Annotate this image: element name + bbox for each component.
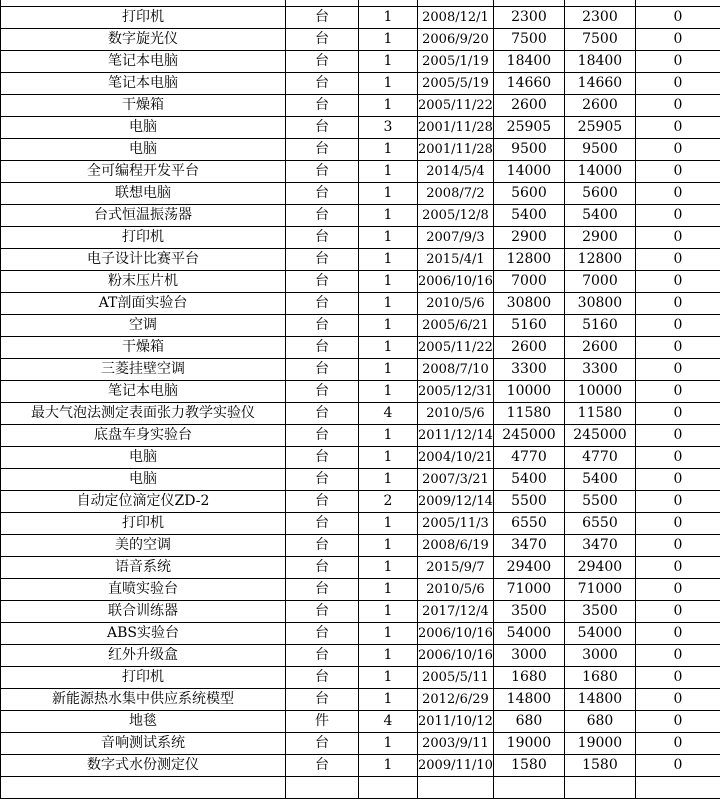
amount-cell[interactable]: 12800 [564, 249, 635, 271]
unit-cell[interactable]: 台 [286, 491, 359, 513]
asset-table-body [1, 0, 720, 799]
unit-price-cell[interactable]: 245000 [493, 425, 564, 447]
date-cell[interactable]: 2008/7/2 [418, 183, 494, 205]
table-row [1, 645, 720, 667]
quantity-cell[interactable]: 1 [359, 381, 418, 403]
unit-price-cell[interactable] [493, 777, 564, 799]
table-row [1, 447, 720, 469]
quantity-cell[interactable]: 1 [359, 535, 418, 557]
item-name-cell[interactable]: 三菱挂壁空调 [1, 359, 286, 381]
unit-cell[interactable]: 台 [286, 755, 359, 777]
quantity-cell[interactable]: 4 [359, 403, 418, 425]
quantity-cell[interactable]: 4 [359, 711, 418, 733]
table-row [1, 73, 720, 95]
quantity-cell[interactable]: 1 [359, 227, 418, 249]
date-cell[interactable]: 2008/7/10 [418, 359, 494, 381]
unit-price-cell[interactable]: 11580 [493, 403, 564, 425]
unit-cell[interactable]: 台 [286, 689, 359, 711]
date-cell[interactable]: 2003/9/11 [418, 733, 494, 755]
date-cell[interactable]: 2011/12/14 [418, 425, 494, 447]
unit-price-cell[interactable]: 30800 [493, 293, 564, 315]
unit-price-cell[interactable]: 1680 [493, 667, 564, 689]
unit-price-cell[interactable]: 5500 [493, 491, 564, 513]
extra-value-cell[interactable]: 0 [635, 711, 720, 733]
amount-cell[interactable] [564, 777, 635, 799]
unit-price-cell[interactable]: 29400 [493, 557, 564, 579]
table-row [1, 183, 720, 205]
unit-cell[interactable]: 台 [286, 205, 359, 227]
amount-cell[interactable]: 5160 [564, 315, 635, 337]
table-row [1, 249, 720, 271]
date-cell[interactable]: 2001/11/28 [418, 117, 494, 139]
extra-value-cell[interactable]: 0 [635, 7, 720, 29]
quantity-cell[interactable]: 1 [359, 249, 418, 271]
unit-cell[interactable]: 台 [286, 447, 359, 469]
amount-cell[interactable]: 1680 [564, 667, 635, 689]
unit-cell[interactable]: 台 [286, 161, 359, 183]
unit-cell[interactable]: 台 [286, 293, 359, 315]
unit-price-cell[interactable]: 12800 [493, 249, 564, 271]
item-name-cell[interactable]: 笔记本电脑 [1, 381, 286, 403]
unit-cell[interactable]: 台 [286, 139, 359, 161]
table-row [1, 623, 720, 645]
quantity-cell[interactable]: 1 [359, 337, 418, 359]
table-row [1, 557, 720, 579]
amount-cell[interactable]: 71000 [564, 579, 635, 601]
quantity-cell[interactable]: 1 [359, 425, 418, 447]
extra-value-cell[interactable]: 0 [635, 403, 720, 425]
quantity-cell[interactable]: 1 [359, 7, 418, 29]
unit-cell[interactable]: 台 [286, 95, 359, 117]
unit-price-cell[interactable]: 14800 [493, 689, 564, 711]
table-row [1, 271, 720, 293]
unit-price-cell[interactable]: 6550 [493, 513, 564, 535]
extra-value-cell[interactable]: 0 [635, 205, 720, 227]
quantity-cell[interactable]: 1 [359, 139, 418, 161]
unit-cell[interactable]: 台 [286, 73, 359, 95]
extra-value-cell[interactable]: 0 [635, 293, 720, 315]
item-name-cell[interactable]: 电子设计比赛平台 [1, 249, 286, 271]
item-name-cell[interactable]: 粉末压片机 [1, 271, 286, 293]
item-name-cell[interactable]: 最大气泡法测定表面张力教学实验仪 [1, 403, 286, 425]
unit-price-cell[interactable]: 5600 [493, 183, 564, 205]
quantity-cell[interactable]: 1 [359, 161, 418, 183]
extra-value-cell[interactable]: 0 [635, 623, 720, 645]
extra-value-cell[interactable]: 0 [635, 29, 720, 51]
amount-cell[interactable]: 1580 [564, 755, 635, 777]
date-cell[interactable]: 2004/10/21 [418, 447, 494, 469]
table-row [1, 535, 720, 557]
date-cell[interactable]: 2001/11/28 [418, 139, 494, 161]
unit-price-cell[interactable]: 71000 [493, 579, 564, 601]
quantity-cell[interactable]: 1 [359, 733, 418, 755]
item-name-cell[interactable]: 干燥箱 [1, 95, 286, 117]
unit-cell[interactable]: 台 [286, 425, 359, 447]
amount-cell[interactable]: 14000 [564, 161, 635, 183]
item-name-cell[interactable]: 电脑 [1, 139, 286, 161]
date-cell[interactable]: 2010/5/6 [418, 293, 494, 315]
quantity-cell[interactable]: 1 [359, 95, 418, 117]
table-row [1, 227, 720, 249]
unit-cell[interactable]: 台 [286, 227, 359, 249]
table-row [1, 777, 720, 799]
item-name-cell[interactable]: 美的空调 [1, 535, 286, 557]
date-cell[interactable]: 2006/10/16 [418, 645, 494, 667]
date-cell[interactable]: 2015/9/7 [418, 557, 494, 579]
extra-value-cell[interactable]: 0 [635, 271, 720, 293]
table-row [1, 425, 720, 447]
unit-cell[interactable]: 件 [286, 711, 359, 733]
quantity-cell[interactable]: 1 [359, 601, 418, 623]
item-name-cell[interactable]: 打印机 [1, 227, 286, 249]
extra-value-cell[interactable]: 0 [635, 73, 720, 95]
date-cell[interactable]: 2008/6/19 [418, 535, 494, 557]
extra-value-cell[interactable]: 0 [635, 733, 720, 755]
amount-cell[interactable]: 3500 [564, 601, 635, 623]
amount-cell[interactable]: 5400 [564, 469, 635, 491]
amount-cell[interactable]: 245000 [564, 425, 635, 447]
date-cell[interactable]: 2007/3/21 [418, 469, 494, 491]
table-row [1, 7, 720, 29]
unit-price-cell[interactable]: 3000 [493, 645, 564, 667]
date-cell[interactable]: 2007/9/3 [418, 227, 494, 249]
extra-value-cell[interactable] [635, 777, 720, 799]
amount-cell[interactable]: 7000 [564, 271, 635, 293]
item-name-cell[interactable]: 语音系统 [1, 557, 286, 579]
table-row [1, 381, 720, 403]
date-cell[interactable]: 2005/6/21 [418, 315, 494, 337]
quantity-cell[interactable]: 1 [359, 623, 418, 645]
extra-value-cell[interactable]: 0 [635, 359, 720, 381]
unit-price-cell[interactable]: 10000 [493, 381, 564, 403]
unit-price-cell[interactable]: 18400 [493, 51, 564, 73]
table-row [1, 117, 720, 139]
amount-cell[interactable]: 18400 [564, 51, 635, 73]
unit-price-cell[interactable]: 25905 [493, 117, 564, 139]
date-cell[interactable]: 2008/12/1 [418, 7, 494, 29]
quantity-cell[interactable]: 1 [359, 447, 418, 469]
date-cell[interactable]: 2009/12/14 [418, 491, 494, 513]
item-name-cell[interactable]: 打印机 [1, 7, 286, 29]
extra-value-cell[interactable]: 0 [635, 469, 720, 491]
amount-cell[interactable]: 5500 [564, 491, 635, 513]
table-row [1, 491, 720, 513]
date-cell[interactable]: 2012/6/29 [418, 689, 494, 711]
unit-cell[interactable]: 台 [286, 359, 359, 381]
unit-price-cell[interactable]: 7500 [493, 29, 564, 51]
amount-cell[interactable]: 14660 [564, 73, 635, 95]
quantity-cell[interactable]: 1 [359, 183, 418, 205]
item-name-cell[interactable]: 干燥箱 [1, 337, 286, 359]
item-name-cell[interactable]: 红外升级盒 [1, 645, 286, 667]
extra-value-cell[interactable]: 0 [635, 139, 720, 161]
extra-value-cell[interactable]: 0 [635, 381, 720, 403]
quantity-cell[interactable] [359, 777, 418, 799]
unit-price-cell[interactable]: 680 [493, 711, 564, 733]
date-cell[interactable]: 2017/12/4 [418, 601, 494, 623]
unit-cell[interactable]: 台 [286, 337, 359, 359]
date-cell[interactable]: 2005/12/8 [418, 205, 494, 227]
unit-cell[interactable]: 台 [286, 667, 359, 689]
date-cell[interactable]: 2010/5/6 [418, 403, 494, 425]
quantity-cell[interactable]: 1 [359, 315, 418, 337]
item-name-cell[interactable]: 笔记本电脑 [1, 51, 286, 73]
item-name-cell[interactable]: ABS实验台 [1, 623, 286, 645]
extra-value-cell[interactable]: 0 [635, 645, 720, 667]
item-name-cell[interactable]: 数字旋光仪 [1, 29, 286, 51]
amount-cell[interactable]: 4770 [564, 447, 635, 469]
unit-price-cell[interactable]: 19000 [493, 733, 564, 755]
amount-cell[interactable]: 3000 [564, 645, 635, 667]
unit-price-cell[interactable]: 5400 [493, 469, 564, 491]
extra-value-cell[interactable]: 0 [635, 117, 720, 139]
amount-cell[interactable]: 5600 [564, 183, 635, 205]
unit-price-cell[interactable]: 14660 [493, 73, 564, 95]
unit-price-cell[interactable]: 2600 [493, 337, 564, 359]
unit-cell[interactable]: 台 [286, 183, 359, 205]
unit-price-cell[interactable]: 5400 [493, 205, 564, 227]
date-cell[interactable]: 2014/5/4 [418, 161, 494, 183]
amount-cell[interactable]: 19000 [564, 733, 635, 755]
extra-value-cell[interactable]: 0 [635, 51, 720, 73]
date-cell[interactable]: 2015/4/1 [418, 249, 494, 271]
extra-value-cell[interactable]: 0 [635, 183, 720, 205]
unit-cell[interactable]: 台 [286, 271, 359, 293]
amount-cell[interactable]: 2300 [564, 7, 635, 29]
table-row [1, 689, 720, 711]
unit-cell[interactable]: 台 [286, 623, 359, 645]
quantity-cell[interactable]: 1 [359, 469, 418, 491]
table-row [1, 755, 720, 777]
unit-cell[interactable]: 台 [286, 7, 359, 29]
amount-cell[interactable]: 10000 [564, 381, 635, 403]
quantity-cell[interactable]: 1 [359, 755, 418, 777]
item-name-cell[interactable]: 笔记本电脑 [1, 73, 286, 95]
unit-cell[interactable]: 台 [286, 117, 359, 139]
date-cell[interactable]: 2005/11/22 [418, 337, 494, 359]
quantity-cell[interactable]: 1 [359, 29, 418, 51]
amount-cell[interactable]: 2600 [564, 95, 635, 117]
date-cell[interactable]: 2005/5/11 [418, 667, 494, 689]
date-cell[interactable]: 2006/10/16 [418, 623, 494, 645]
date-cell[interactable]: 2005/12/31 [418, 381, 494, 403]
table-row [1, 359, 720, 381]
unit-cell[interactable]: 台 [286, 249, 359, 271]
quantity-cell[interactable]: 1 [359, 271, 418, 293]
amount-cell[interactable]: 14800 [564, 689, 635, 711]
table-row [1, 579, 720, 601]
table-row [1, 733, 720, 755]
table-row [1, 315, 720, 337]
amount-cell[interactable]: 30800 [564, 293, 635, 315]
extra-value-cell[interactable]: 0 [635, 535, 720, 557]
item-name-cell[interactable]: 直喷实验台 [1, 579, 286, 601]
item-name-cell[interactable]: 地毯 [1, 711, 286, 733]
extra-value-cell[interactable]: 0 [635, 337, 720, 359]
unit-price-cell[interactable]: 5160 [493, 315, 564, 337]
unit-price-cell[interactable]: 3470 [493, 535, 564, 557]
unit-cell[interactable]: 台 [286, 315, 359, 337]
unit-cell[interactable]: 台 [286, 513, 359, 535]
table-row [1, 337, 720, 359]
amount-cell[interactable]: 2900 [564, 227, 635, 249]
quantity-cell[interactable]: 1 [359, 645, 418, 667]
item-name-cell[interactable]: 台式恒温振荡器 [1, 205, 286, 227]
quantity-cell[interactable]: 1 [359, 557, 418, 579]
amount-cell[interactable]: 9500 [564, 139, 635, 161]
item-name-cell[interactable]: AT剖面实验台 [1, 293, 286, 315]
amount-cell[interactable]: 3300 [564, 359, 635, 381]
table-row [1, 51, 720, 73]
quantity-cell[interactable]: 1 [359, 667, 418, 689]
item-name-cell[interactable] [1, 777, 286, 799]
quantity-cell[interactable]: 1 [359, 293, 418, 315]
date-cell[interactable]: 2005/11/3 [418, 513, 494, 535]
date-cell[interactable]: 2011/10/12 [418, 711, 494, 733]
table-row [1, 601, 720, 623]
table-row [1, 293, 720, 315]
item-name-cell[interactable]: 联合训练器 [1, 601, 286, 623]
table-row [1, 95, 720, 117]
extra-value-cell[interactable]: 0 [635, 755, 720, 777]
item-name-cell[interactable]: 电脑 [1, 469, 286, 491]
extra-value-cell[interactable]: 0 [635, 161, 720, 183]
table-row [1, 205, 720, 227]
unit-cell[interactable]: 台 [286, 733, 359, 755]
item-name-cell[interactable]: 打印机 [1, 667, 286, 689]
extra-value-cell[interactable]: 0 [635, 689, 720, 711]
quantity-cell[interactable]: 1 [359, 51, 418, 73]
unit-cell[interactable]: 台 [286, 51, 359, 73]
unit-cell[interactable]: 台 [286, 645, 359, 667]
quantity-cell[interactable]: 1 [359, 513, 418, 535]
table-row [1, 711, 720, 733]
quantity-cell[interactable]: 1 [359, 359, 418, 381]
unit-price-cell[interactable]: 54000 [493, 623, 564, 645]
unit-price-cell[interactable]: 2600 [493, 95, 564, 117]
quantity-cell[interactable]: 1 [359, 205, 418, 227]
unit-price-cell[interactable]: 3500 [493, 601, 564, 623]
item-name-cell[interactable]: 电脑 [1, 117, 286, 139]
amount-cell[interactable]: 11580 [564, 403, 635, 425]
table-row [1, 513, 720, 535]
amount-cell[interactable]: 3470 [564, 535, 635, 557]
date-cell[interactable] [418, 777, 494, 799]
extra-value-cell[interactable]: 0 [635, 667, 720, 689]
unit-cell[interactable]: 台 [286, 579, 359, 601]
unit-cell[interactable]: 台 [286, 29, 359, 51]
item-name-cell[interactable]: 全可编程开发平台 [1, 161, 286, 183]
table-row [1, 161, 720, 183]
item-name-cell[interactable]: 空调 [1, 315, 286, 337]
unit-cell[interactable]: 台 [286, 403, 359, 425]
table-row [1, 667, 720, 689]
unit-price-cell[interactable]: 7000 [493, 271, 564, 293]
unit-price-cell[interactable]: 2300 [493, 7, 564, 29]
quantity-cell[interactable]: 3 [359, 117, 418, 139]
extra-value-cell[interactable]: 0 [635, 579, 720, 601]
quantity-cell[interactable]: 1 [359, 689, 418, 711]
item-name-cell[interactable]: 音响测试系统 [1, 733, 286, 755]
item-name-cell[interactable]: 打印机 [1, 513, 286, 535]
extra-value-cell[interactable]: 0 [635, 249, 720, 271]
amount-cell[interactable]: 25905 [564, 117, 635, 139]
date-cell[interactable]: 2006/10/16 [418, 271, 494, 293]
extra-value-cell[interactable]: 0 [635, 425, 720, 447]
unit-cell[interactable]: 台 [286, 381, 359, 403]
extra-value-cell[interactable]: 0 [635, 513, 720, 535]
quantity-cell[interactable]: 1 [359, 579, 418, 601]
date-cell[interactable]: 2009/11/10 [418, 755, 494, 777]
item-name-cell[interactable]: 联想电脑 [1, 183, 286, 205]
extra-value-cell[interactable]: 0 [635, 95, 720, 117]
date-cell[interactable]: 2010/5/6 [418, 579, 494, 601]
item-name-cell[interactable]: 底盘车身实验台 [1, 425, 286, 447]
extra-value-cell[interactable]: 0 [635, 315, 720, 337]
unit-cell[interactable]: 台 [286, 557, 359, 579]
table-row [1, 29, 720, 51]
amount-cell[interactable]: 2600 [564, 337, 635, 359]
amount-cell[interactable]: 6550 [564, 513, 635, 535]
date-cell[interactable]: 2006/9/20 [418, 29, 494, 51]
quantity-cell[interactable]: 1 [359, 73, 418, 95]
unit-price-cell[interactable]: 14000 [493, 161, 564, 183]
unit-cell[interactable] [286, 777, 359, 799]
date-cell[interactable]: 2005/1/19 [418, 51, 494, 73]
unit-cell[interactable]: 台 [286, 601, 359, 623]
extra-value-cell[interactable]: 0 [635, 447, 720, 469]
unit-price-cell[interactable]: 1580 [493, 755, 564, 777]
unit-cell[interactable]: 台 [286, 469, 359, 491]
unit-cell[interactable]: 台 [286, 535, 359, 557]
item-name-cell[interactable]: 自动定位滴定仪ZD-2 [1, 491, 286, 513]
extra-value-cell[interactable]: 0 [635, 491, 720, 513]
table-row [1, 139, 720, 161]
extra-value-cell[interactable]: 0 [635, 601, 720, 623]
amount-cell[interactable]: 54000 [564, 623, 635, 645]
amount-cell[interactable]: 5400 [564, 205, 635, 227]
item-name-cell[interactable]: 电脑 [1, 447, 286, 469]
unit-price-cell[interactable]: 4770 [493, 447, 564, 469]
date-cell[interactable]: 2005/11/22 [418, 95, 494, 117]
quantity-cell[interactable]: 2 [359, 491, 418, 513]
unit-price-cell[interactable]: 3300 [493, 359, 564, 381]
extra-value-cell[interactable]: 0 [635, 227, 720, 249]
amount-cell[interactable]: 29400 [564, 557, 635, 579]
table-row [1, 469, 720, 491]
unit-price-cell[interactable]: 9500 [493, 139, 564, 161]
table-row [1, 403, 720, 425]
unit-price-cell[interactable]: 2900 [493, 227, 564, 249]
item-name-cell[interactable]: 数字式水份测定仪 [1, 755, 286, 777]
amount-cell[interactable]: 7500 [564, 29, 635, 51]
item-name-cell[interactable]: 新能源热水集中供应系统模型 [1, 689, 286, 711]
amount-cell[interactable]: 680 [564, 711, 635, 733]
extra-value-cell[interactable]: 0 [635, 557, 720, 579]
date-cell[interactable]: 2005/5/19 [418, 73, 494, 95]
